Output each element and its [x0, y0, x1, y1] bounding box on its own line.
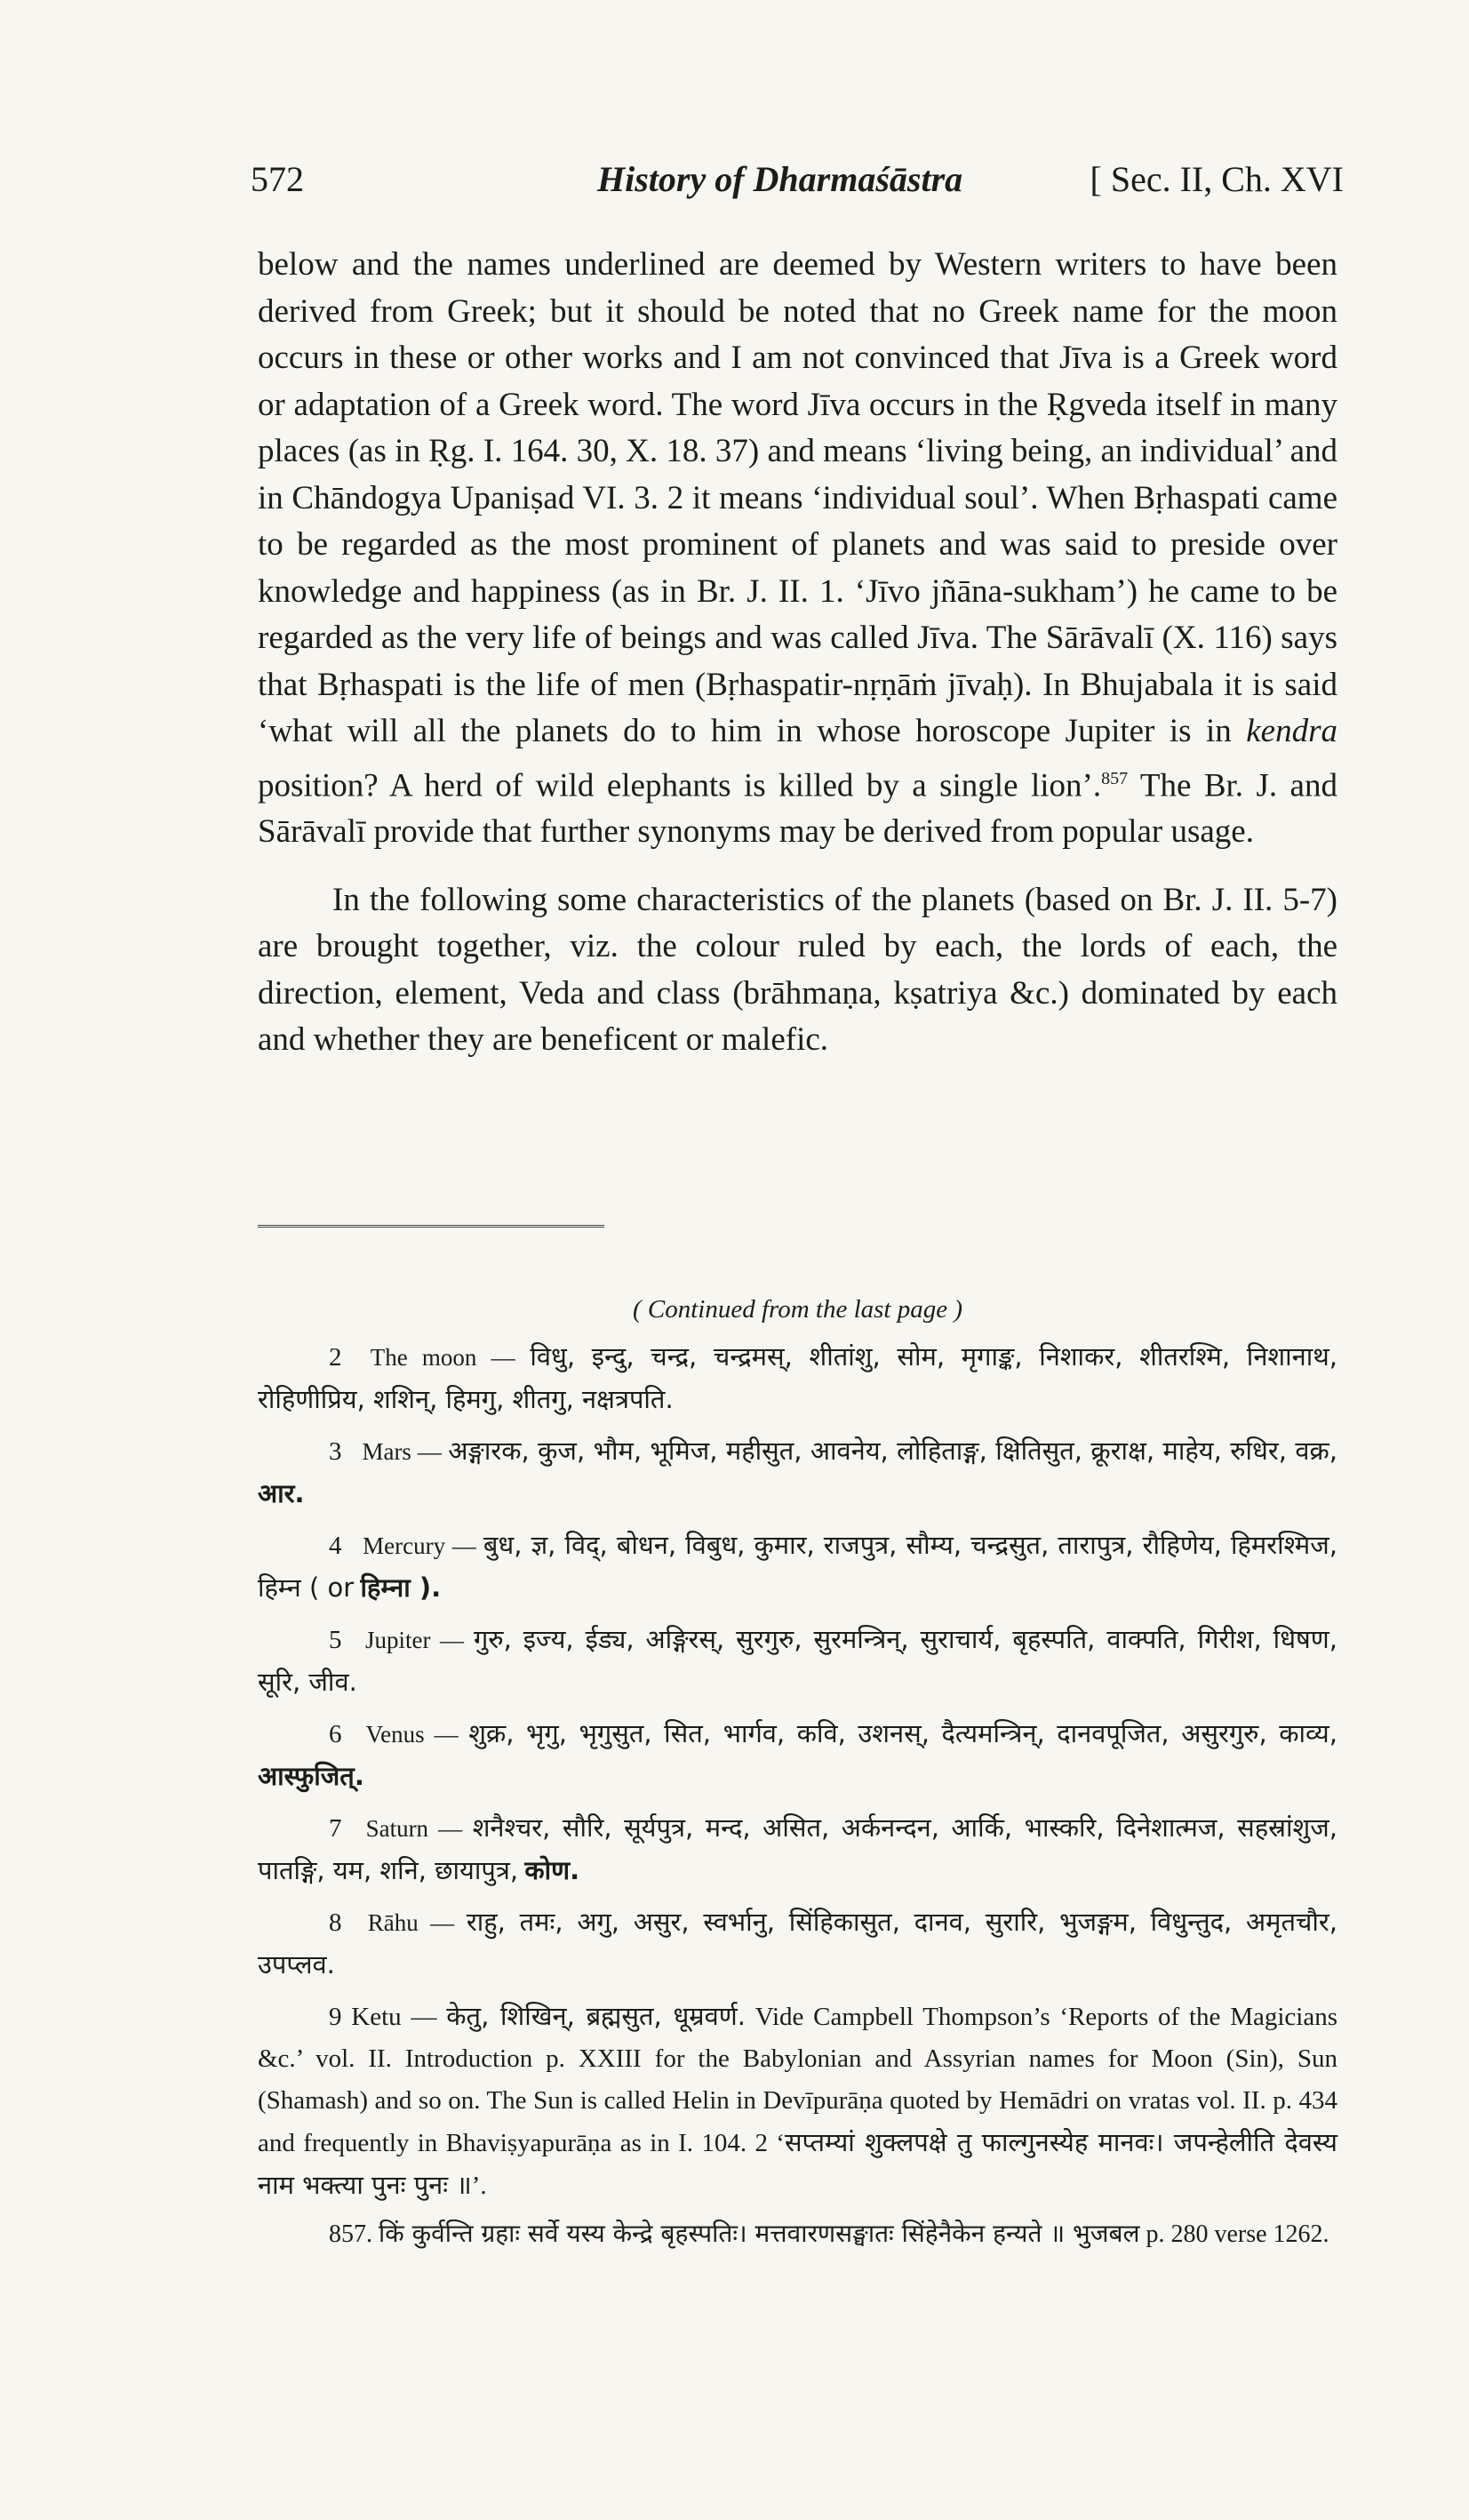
paragraph-1: below and the names underlined are deemed by Western writers to have been derived from Greek; but it should be noted that no Greek name for the moon occurs in these or other works and I am not convinced that Jīva is a Greek word or adaptation of a Greek word. The word Jīva occurs in the Ṛgveda itself in many places (as in Ṛg. I. 164. 30, X. 18. 37) and means ‘living being, an individual’ and in Chāndogya Upaniṣad VI. 3. 2 it means ‘individual soul’. When Bṛhaspati came to be regarded as the most prominent of planets and was said to preside over knowledge and happiness (as in Br. J. II. 1. ‘Jīvo jñāna-sukham’) he came to be regarded as the very life of beings and was called Jīva. The Sārāvalī (X. 116) says that Bṛhaspati is the life of men (Bṛhaspatir-nṛṇāṁ jīvaḥ). In Bhujabala it is said ‘what will all the planets do to him in whose horoscope Jupiter is in kendra position? A herd of wild elephants is killed by a single lion’.$^{857}$ The Br. J. and Sārāvalī provide that further synonyms may be derived from popular usage.: [258, 246, 1337, 851]
book-title: History of Dharmaśāstra: [597, 159, 963, 199]
note-item: 5 Jupiter — गुरु, इज्य, ईड्य, अङ्गिरस्, सुरगुरु, सुरमन्त्रिन्, सुराचार्य, बृहस्पति, वाक्पति, गिरीश, धिषण, सूरि, जीव.: [258, 1624, 1337, 1697]
note-item: 7 Saturn — शनैश्चर, सौरि, सूर्यपुत्र, मन्द, असित, अर्कनन्दन, आर्कि, भास्करि, दिनेशात्मज, सहस्रांशुज, पातङ्गि, यम, शनि, छायापुत्र, कोण.: [258, 1812, 1338, 1885]
note-item: 6 Venus — शुक्र, भृगु, भृगुसुत, सित, भार्गव, कवि, उशनस्, दैत्यमन्त्रिन्, दानवपूजित, असुरगुरु, काव्य, आस्फुजित्.: [258, 1718, 1338, 1791]
section-reference: [ Sec. II, Ch. XVI: [1090, 159, 1344, 199]
footnote-857: 857. किं कुर्वन्ति ग्रहाः सर्वे यस्य केन्द्रे बृहस्पतिः। मत्तवारणसङ्घातः सिंहेनैकेन हन्यते ॥ भुजबल p. 280 verse 1262.: [329, 2219, 1329, 2248]
footnotes: [258, 1289, 1337, 2255]
kendra-term: kendra: [1246, 713, 1337, 749]
note-item-ketu: 9 Ketu — केतु, शिखिन्, ब्रह्मसुत, धूम्रवर्ण. Vide Campbell Thompson’s ‘Reports of the Magicians &c.’ vol. II. Introduction p. XXIII for the Babylonian and Assyrian names for Moon (Sin), Sun (Shamash) and so on. The Sun is called Helin in Devīpurāṇa quoted by Hemādri on vratas vol. II. p. 434 and frequently in Bhaviṣyapurāṇa as in I. 104. 2 ‘सप्तम्यां शुक्लपक्षे तु फाल्गुनस्येह मानवः। जपन्हेलीति देवस्य नाम भक्त्या पुनः पुनः ॥’.: [258, 2001, 1338, 2200]
note-item: 3 Mars — अङ्गारक, कुज, भौम, भूमिज, महीसुत, आवनेय, लोहिताङ्ग, क्षितिसुत, क्रूराक्ष, माहेय, रुधिर, वक्र, आर.: [258, 1436, 1338, 1508]
note-item: 2 The moon — विधु, इन्दु, चन्द्र, चन्द्रमस्, शीतांशु, सोम, मृगाङ्क, निशाकर, शीतरश्मि, निशानाथ, रोहिणीप्रिय, शशिन्, हिमगु, शीतगु, नक्षत्रपति.: [258, 1341, 1337, 1414]
page-number: 572: [251, 159, 304, 199]
main-text: [258, 242, 1337, 1064]
footnote-marker: 857: [1101, 768, 1129, 788]
note-item: 4 Mercury — बुध, ज्ञ, विद्, बोधन, विबुध, कुमार, राजपुत्र, सौम्य, चन्द्रसुत, तारापुत्र, रौहिणेय, हिमरश्मिज, हिम्न ( or हिम्ना ).: [258, 1530, 1338, 1603]
note-item: 8 Rāhu — राहु, तमः, अगु, असुर, स्वर्भानु, सिंहिकासुत, दानव, सुरारि, भुजङ्गम, विधुन्तुद, अमृतचौर, उपप्लव.: [258, 1907, 1338, 1980]
paragraph-2: In the following some characteristics of the planets (based on Br. J. II. 5-7) are brought together, viz. the colour ruled by each, the lords of each, the direction, element, Veda and class (brāhmaṇa, kṣatriya &c.) dominated by each and whether they are beneficent or malefic.: [258, 881, 1337, 1059]
running-header: [251, 158, 1344, 212]
footnote-rule: [258, 1225, 604, 1228]
continued-label: ( Continued from the last page ): [632, 1295, 963, 1324]
